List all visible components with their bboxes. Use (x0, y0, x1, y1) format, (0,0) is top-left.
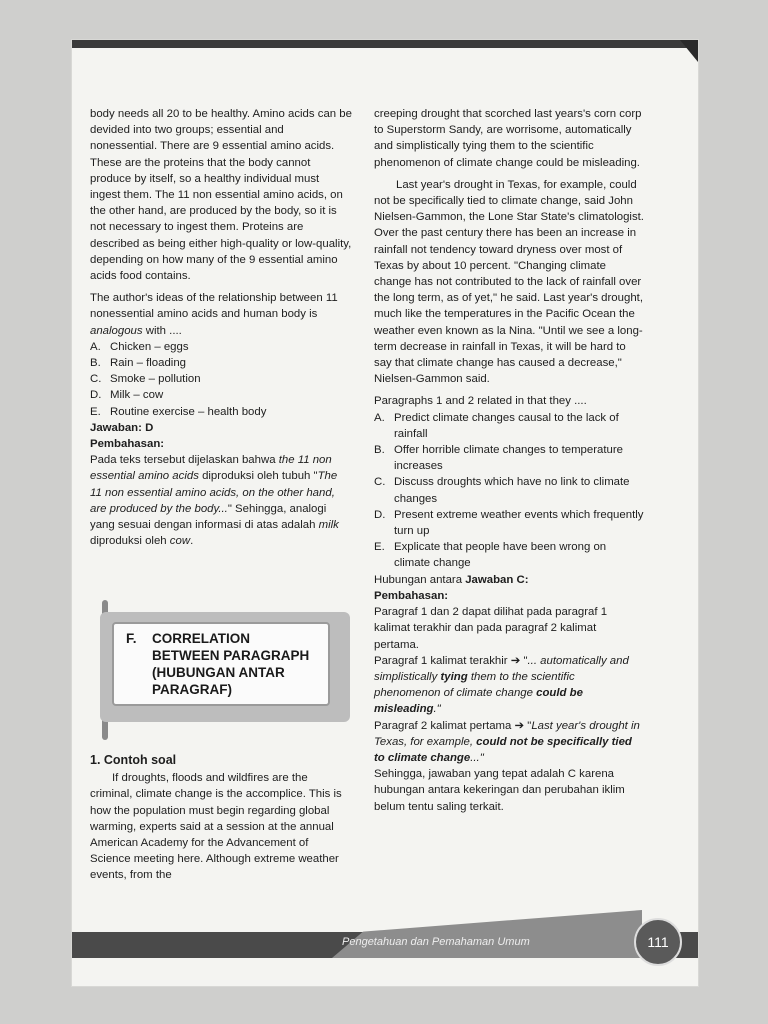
left-column (90, 106, 352, 555)
answer-right: Hubungan antara Jawaban C: (374, 573, 529, 586)
option-c: C. Discuss droughts which have no link to climate changes (374, 476, 630, 505)
option-b: B. Offer horrible climate changes to temperature increases (374, 444, 623, 473)
option-a: A. Predict climate changes causal to the lack of rainfall (374, 411, 619, 440)
option-c: C. Smoke – pollution (90, 373, 201, 386)
banner-box (112, 622, 330, 706)
discussion-label-left: Pembahasan: (90, 438, 165, 451)
top-edge (72, 40, 698, 48)
option-d: D. Milk – cow (90, 389, 164, 402)
page-number: 111 (634, 918, 682, 966)
option-d: D. Present extreme weather events which frequently turn up (374, 508, 644, 538)
example-section (90, 752, 352, 890)
discussion-d3: Paragraf 2 kalimat pertama ➔ "Last year's drought in Texas, for example, could not be specifically tied to climate change..." (374, 719, 640, 764)
answer-left: Jawaban: D (90, 421, 154, 434)
footer-accent (332, 910, 642, 958)
book-page (72, 40, 698, 986)
question-right: Paragraphs 1 and 2 related in that they .... (374, 395, 587, 408)
footer-title: Pengetahuan dan Pemahaman Umum (342, 936, 530, 948)
discussion-d2: Paragraf 1 kalimat terakhir ➔ "... automatically and simplistically tying them to the scientific phenomenon of climate change could be misleading." (374, 654, 629, 716)
amino-paragraph: body needs all 20 to be healthy. Amino acids can be devided into two groups; essential and nonessential. There are 9 essential amino acids. These are the proteins that the body cannot produce by itself, so a healthy individual must ingest them. The 11 non essential amino acids, on the other hand, are produced by the body, so it is not necessary to ingest them. Proteins are described as being either high-quality or low-quality, depending on how many of the 9 essential amino acids food contains. (90, 108, 352, 283)
page-corner (680, 40, 698, 62)
discussion-d1: Paragraf 1 dan 2 dapat dilihat pada paragraf 1 kalimat terakhir dan pada paragraf 2 kalimat pertama. (374, 606, 608, 651)
right-column (374, 106, 644, 815)
discussion-d4: Sehingga, jawaban yang tepat adalah C karena hubungan antara kekeringan dan perubahan iklim belum tentu saling terkait. (374, 768, 625, 813)
section-title: F. CORRELATION BETWEEN PARAGRAPH (HUBUNGAN ANTAR PARAGRAF) (126, 631, 310, 697)
discussion-label-right: Pembahasan: (374, 589, 449, 602)
option-a: A. Chicken – eggs (90, 340, 189, 353)
passage-para1: creeping drought that scorched last years's corn corp to Superstorm Sandy, are worrisome, automatically and simplistically tying them to the scientific phenomenon of climate change could be misleading. (374, 108, 642, 169)
example-text: If droughts, floods and wildfires are the criminal, climate change is the accomplice. This is how the population must begin regarding global warming, experts said at a session at the annual American Academy for the Advancement of Science meeting here. Although extreme weather events, from the (90, 772, 342, 882)
section-banner (100, 612, 350, 722)
example-heading: 1. Contoh soal (90, 753, 177, 767)
passage-para2: Last year's drought in Texas, for example, could not be specifically tied to climate change, said John Nielsen-Gammon, the Lone Star State's climatologist. Over the past century there has been an increase in rainfall not tendency toward dryness over most of Texas by about 10 percent. "Changing climate change has not contributed to the lack of rainfall over the long term, as of yet," he said. Last year's drought, much like the temperatures in the Pacific Ocean the weather even known as la Nina. "Until we see a long-term decrease in rainfall in Texas, it will be hard to say that climate change has caused a decrease," Nielsen-Gammon said. (374, 178, 644, 386)
options-left (90, 339, 352, 420)
option-e: E. Explicate that people have been wrong on climate change (374, 541, 607, 570)
question-left: The author's ideas of the relationship between 11 nonessential amino acids and human body is analogous with .... (90, 292, 338, 337)
discussion-left: Pada teks tersebut dijelaskan bahwa the 11 non essential amino acids diproduksi oleh tubuh "The 11 non essential amino acids, on the other hand, are produced by the body..." Sehingga, analogi yang sesuai dengan informasi di atas adalah milk diproduksi oleh cow. (90, 454, 339, 548)
option-e: E. Routine exercise – health body (90, 405, 267, 418)
options-right (374, 410, 644, 572)
section-letter: F. (126, 631, 137, 646)
option-b: B. Rain – floading (90, 357, 186, 370)
